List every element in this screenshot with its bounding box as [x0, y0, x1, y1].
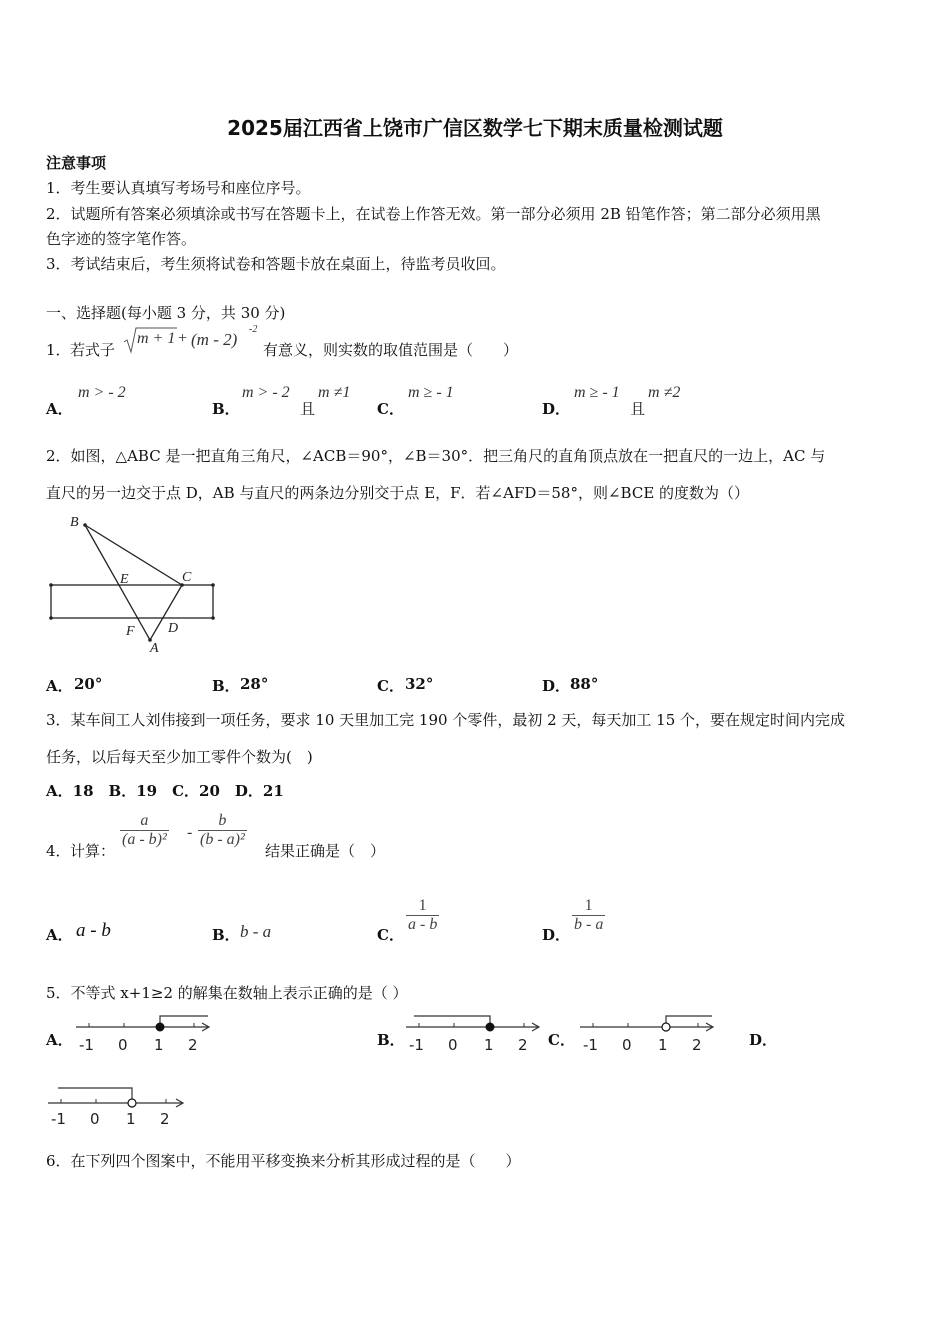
q5-text: 5．不等式 x+1≥2 的解集在数轴上表示正确的是（ ）: [46, 984, 408, 1002]
tick-label: 0: [90, 1110, 100, 1128]
tick-label: 0: [448, 1036, 458, 1054]
ruler-rect: [51, 585, 213, 618]
q1-pre: 若式子: [70, 341, 116, 359]
q4-optc-den: a - b: [408, 916, 438, 933]
tick-label: -1: [409, 1036, 424, 1054]
q4-option-a-expr: a - b: [76, 920, 111, 941]
q4-minus: -: [187, 824, 193, 841]
q5-option-b-label: B．: [377, 1031, 405, 1049]
q4-pre: 计算：: [70, 842, 116, 860]
tick-label: 0: [118, 1036, 128, 1054]
q4-frac2-den: (b - a)²: [200, 831, 245, 848]
tick-label: 0: [622, 1036, 632, 1054]
q3-line1: 3．某车间工人刘伟接到一项任务，要求 10 天里加工完 190 个零件，最初 2 天，每天加工 15 个，要在规定时间内完成: [46, 711, 846, 729]
segment-BC: [85, 525, 182, 585]
tick-label: -1: [51, 1110, 66, 1128]
q5-numberline-a: [72, 1010, 218, 1056]
q1-number: 1．: [46, 341, 71, 359]
label-C: C: [182, 570, 192, 585]
tick-label: 2: [160, 1110, 170, 1128]
q4-optd-num: 1: [572, 897, 605, 916]
q5-option-a-label: A．: [46, 1031, 73, 1049]
label-A: A: [150, 641, 159, 656]
q1-sqrt-content: m + 1: [137, 330, 176, 347]
label-D: D: [168, 621, 179, 636]
q4-frac1-num: a: [120, 812, 169, 831]
q1-plus: +: [178, 330, 188, 347]
q4-fraction-1: [120, 812, 169, 849]
q5-numberline-b: [402, 1010, 548, 1056]
q4-option-a-label: A．: [46, 926, 73, 944]
q1-post: 有意义，则实数的取值范围是（ ）: [263, 341, 519, 359]
q1-paren: (m - 2): [191, 330, 238, 349]
q4-option-d-label: D．: [542, 926, 571, 944]
q1-option-b-label: B．: [212, 400, 240, 418]
q3-options: A．18 B．19 C．20 D．21: [46, 782, 284, 800]
q2-figure: [40, 510, 230, 660]
label-B: B: [70, 515, 79, 530]
q4-optc-num: 1: [406, 897, 439, 916]
segment-BA: [85, 525, 150, 640]
q1-exponent: -2: [249, 324, 258, 335]
q1-option-b-joiner: 且: [300, 400, 316, 418]
q1-option-a-label: A．: [46, 400, 73, 418]
tick-label: -1: [79, 1036, 94, 1054]
q4-option-d-fraction: [572, 897, 605, 934]
notice-item: 3．考试结束后，考生须将试卷和答题卡放在桌面上，待监考员收回。: [46, 255, 506, 273]
label-E: E: [120, 572, 129, 587]
q1-option-d-label: D．: [542, 400, 571, 418]
section-heading: 一、选择题(每小题 3 分，共 30 分): [46, 304, 286, 322]
tick-label: 1: [484, 1036, 494, 1054]
q2-option-c-value: 32°: [405, 675, 434, 693]
q1-option-d-expr2: m ≠2: [648, 384, 681, 401]
q5-numberline-c: [576, 1010, 722, 1056]
notice-item: 色字迹的签字笔作答。: [46, 230, 197, 248]
q1-option-a-expr: m > - 2: [78, 384, 126, 401]
notice-item: 1．考生要认真填写考场号和座位序号。: [46, 179, 311, 197]
q4-frac2-num: b: [198, 812, 247, 831]
q4-fraction-2: [198, 812, 247, 849]
q2-option-d-value: 88°: [570, 675, 599, 693]
q2-line1: 2．如图，△ABC 是一把直角三角尺，∠ACB＝90°，∠B＝30°．把三角尺的直角顶点放在一把直尺的一边上，AC 与: [46, 447, 826, 465]
q2-option-c-label: C．: [377, 677, 404, 695]
notice-item: 2．试题所有答案必须填涂或书写在答题卡上，在试卷上作答无效。第一部分必须用 2B 铅笔作答；第二部分必须用黑: [46, 205, 821, 223]
q4-option-c-fraction: [406, 897, 439, 934]
q5-option-d-label: D．: [749, 1031, 778, 1049]
tick-label: 2: [692, 1036, 702, 1054]
q4-frac1-den: (a - b)²: [122, 831, 167, 848]
q1-option-d-joiner: 且: [630, 400, 646, 418]
tick-label: 1: [658, 1036, 668, 1054]
tick-label: -1: [583, 1036, 598, 1054]
q2-option-b-value: 28°: [240, 675, 269, 693]
q3-line2: 任务，以后每天至少加工零件个数为( ): [46, 748, 313, 766]
label-F: F: [126, 624, 135, 639]
q5-option-c-label: C．: [548, 1031, 575, 1049]
page-title: 2025届江西省上饶市广信区数学七下期末质量检测试题: [227, 116, 723, 140]
q6-text: 6．在下列四个图案中，不能用平移变换来分析其形成过程的是（ ）: [46, 1152, 521, 1170]
tick-label: 2: [188, 1036, 198, 1054]
q2-option-a-value: 20°: [74, 675, 103, 693]
q1-option-b-expr: m > - 2: [242, 384, 290, 401]
q1-option-d-expr: m ≥ - 1: [574, 384, 620, 401]
q1-option-c-expr: m ≥ - 1: [408, 384, 454, 401]
q2-option-d-label: D．: [542, 677, 571, 695]
q2-option-a-label: A．: [46, 677, 73, 695]
q2-option-b-label: B．: [212, 677, 240, 695]
q4-number: 4．: [46, 842, 71, 860]
q4-option-b-label: B．: [212, 926, 240, 944]
q5-numberline-d: [44, 1082, 190, 1128]
notice-heading: 注意事项: [46, 154, 107, 172]
q4-optd-den: b - a: [574, 916, 604, 933]
q4-post: 结果正确是（ ）: [265, 842, 386, 860]
q4-option-b-expr: b - a: [240, 922, 272, 941]
tick-label: 1: [126, 1110, 136, 1128]
q4-option-c-label: C．: [377, 926, 404, 944]
tick-label: 1: [154, 1036, 164, 1054]
q2-line2: 直尺的另一边交于点 D，AB 与直尺的两条边分别交于点 E，F．若∠AFD＝58°，则∠BCE 的度数为（）: [46, 484, 750, 502]
q1-option-c-label: C．: [377, 400, 404, 418]
tick-label: 2: [518, 1036, 528, 1054]
q1-option-b-expr2: m ≠1: [318, 384, 351, 401]
